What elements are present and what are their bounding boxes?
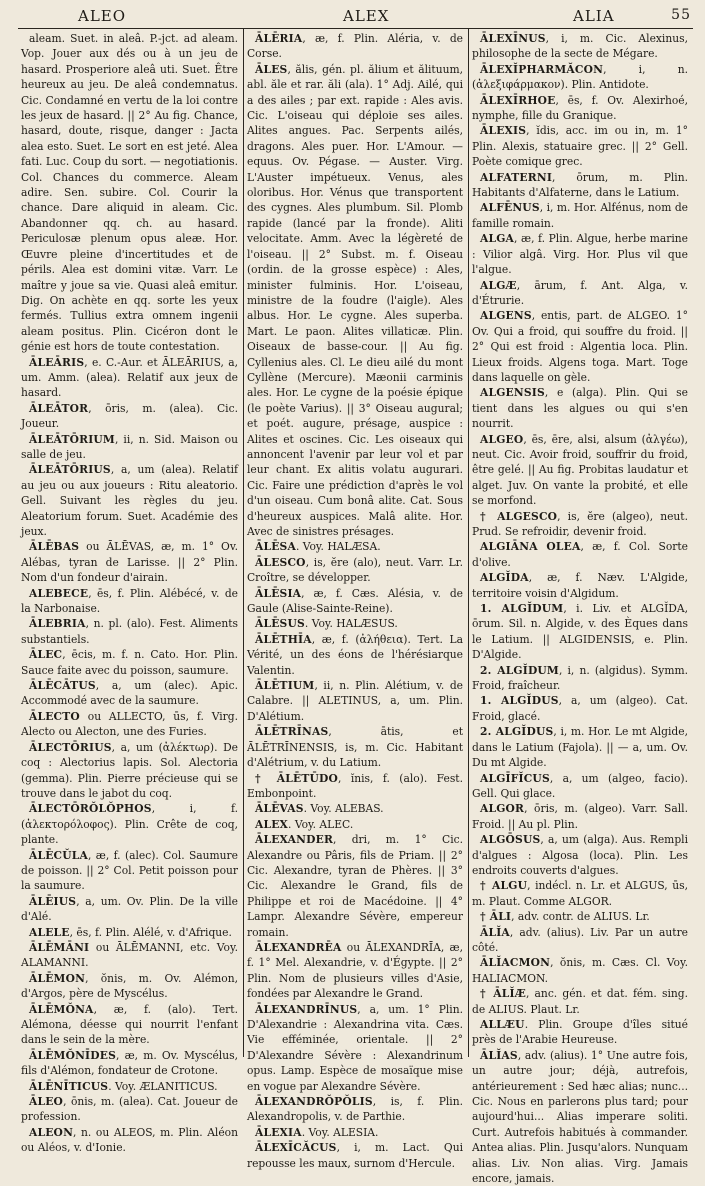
- dictionary-entry: [21, 616, 238, 647]
- entry-definition: , ĭnis, f. (alo). Fest. Embonpoint.: [247, 771, 463, 800]
- entry-definition: , æ, f. Plin. Algue, herbe marine : Vilior algâ. Virg. Hor. Plus vil que l'algue.: [472, 232, 688, 277]
- entry-definition: , a, um. 1° Plin. D'Alexandrie : Alexandrina vita. Cæs. Vie efféminée, orientale. || 2° D'Alexandre Sévère : Alexandrinum opus. Lamp. Espèce de mosaïque mise en vogue par Alexandre Sévère.: [247, 1002, 463, 1093]
- entry-definition: . Voy. HALÆSUS.: [304, 617, 398, 631]
- entry-definition: . Voy. ALEBAS.: [303, 802, 384, 816]
- entry-definition: , æ, f. (alo). Tert. Alémona, déesse qui nourrit l'enfant dans le sein de la mère.: [21, 1002, 238, 1047]
- entry-headword: ĀLĒSIA: [255, 586, 302, 600]
- entry-definition: , i. Liv. et ALGĬDA, ōrum. Sil. n. Algide, v. des Èques dans le Latium. || ALGIDENSIS, e. Plin. D'Algide.: [472, 602, 688, 662]
- dictionary-entry: [21, 31, 238, 355]
- entry-headword: ĀLĒSUS: [255, 617, 305, 631]
- entry-headword: ĀLĒRIA: [255, 32, 303, 45]
- entry-headword: ĀLĒSA: [255, 540, 296, 554]
- entry-definition: , i, n. (algidus). Symm. Froid, fraîcheur.: [472, 663, 688, 693]
- entry-headword: ĀLĬA: [480, 925, 510, 939]
- entry-definition: ou ĀLĒMANNI, etc. Voy. ALAMANNI.: [21, 940, 238, 970]
- page-number: 55: [671, 7, 691, 23]
- dictionary-entry: [21, 401, 238, 432]
- entry-headword: ĀLĒTHĪA: [255, 632, 312, 646]
- entry-definition: , ārum, f. Ant. Alga, v. d'Étrurie.: [472, 278, 688, 307]
- entry-headword: ĀLĒCĀTUS: [29, 679, 96, 693]
- dictionary-entry: [472, 663, 688, 694]
- entry-definition: , ii, n. Plin. Alétium, v. de Calabre. || ALETINUS, a, um. Plin. D'Alétium.: [247, 679, 463, 723]
- entry-definition: , ēs, f. Plin. Alébécé, v. de la Narbonaise.: [21, 586, 238, 616]
- entry-headword: ĀLEĀRIS: [29, 355, 85, 369]
- entry-headword: ĀLEĀTŌRIUM: [29, 432, 115, 446]
- entry-headword: ĀLEXANDRĒA: [255, 940, 342, 954]
- dictionary-entry: [247, 555, 463, 586]
- entry-definition: , ōris, m. (algeo). Varr. Sall. Froid. || Au pl. Plin.: [472, 802, 688, 831]
- entry-definition: , ātis, et ĀLĒTRĪNENSIS, is, m. Cic. Habitant d'Alétrium, v. du Latium.: [247, 725, 463, 770]
- dictionary-entry: [472, 93, 688, 124]
- entry-definition: , ŏnis, m. Ov. Alémon, d'Argos, père de Myscélus.: [21, 971, 238, 1001]
- entry-headword: ALGŌSUS: [480, 833, 541, 847]
- dictionary-entry: [21, 1094, 238, 1125]
- dictionary-entry: [247, 539, 463, 554]
- dictionary-entry: [21, 894, 238, 925]
- entry-definition: , æ, m. Ov. Myscélus, fils d'Alémon, fondateur de Crotone.: [21, 1048, 238, 1078]
- dictionary-entry: [472, 724, 688, 770]
- entry-definition: , ōris, m. (alea). Cic. Joueur.: [21, 401, 238, 431]
- dictionary-entry: [472, 801, 688, 832]
- entry-headword: ĀLEC: [29, 648, 63, 662]
- dictionary-entry: [21, 539, 238, 585]
- entry-definition: , ĭdis, acc. im ou in, m. 1° Plin. Alexis, statuaire grec. || 2° Gell. Poète comique grec.: [472, 124, 688, 169]
- entry-definition: , ēs, f. Plin. Alélé, v. d'Afrique.: [69, 925, 232, 939]
- page-header: [18, 6, 693, 29]
- entry-headword: ĀLES: [255, 62, 288, 76]
- entry-headword: ĀLĒTIUM: [255, 679, 315, 693]
- entry-headword: ĀLEĀTOR: [29, 401, 89, 415]
- entry-headword: ALFĒNUS: [480, 201, 540, 215]
- entry-definition: , ēs, ēre, alsi, alsum (ἀλγέω), neut. Cic. Avoir froid, souffrir du froid, être gelé. || Au fig. Probitas laudatur et alget. Juv. On vante la probité, et elle se morfond.: [472, 432, 688, 508]
- entry-definition: , a, um (alec). Apic. Accommodé avec de la saumure.: [21, 679, 238, 708]
- entry-definition: , i, n. (ἀλεξιφάρμακον). Plin. Antidote.: [472, 62, 688, 92]
- entry-definition: , æ, f. Næv. L'Algide, territoire voisin d'Algidum.: [472, 571, 688, 600]
- entry-definition: , is, ĕre (alo), neut. Varr. Lr. Croître, se développer.: [247, 555, 463, 585]
- entry-definition: ou ĀLĒVAS, æ, m. 1° Ov. Alébas, tyran de Larisse. || 2° Plin. Nom d'un fondeur d'airain.: [21, 540, 238, 585]
- entry-headword: ĀLEXĪNUS: [480, 32, 546, 45]
- entry-definition: , ēs, f. Ov. Alexirhoé, nymphe, fille du Granique.: [472, 93, 688, 123]
- running-head-center: ALEX: [343, 7, 390, 25]
- dictionary-entry: [472, 909, 688, 924]
- dictionary-entry: [21, 678, 238, 709]
- entry-headword: 1. ALGĬDUM: [480, 602, 564, 616]
- entry-definition: aleam. Suet. in aleâ. P.-jct. ad aleam. Vop. Jouer aux dés ou à un jeu de hasard. Prosperiore aleâ uti. Suet. Être heureux au jeu. De aleâ condemnatus. Cic. Condamné en vertu de la loi contre les jeux de hasard. || 2° Au fig. Chance, hasard, doute, risque, danger : Jacta alea esto. Suet. Le sort en est jeté. Alea fati. Luc. Coup du sort. — negotiationis. Col. Chances du commerce. Aleam adire. Sen. subire. Col. Courir la chance. Dare aliquid in aleam. Cic. Abandonner qq. ch. au hasard. Periculosæ plenum opus aleæ. Hor. Œuvre pleine d'incertitudes et de périls. Alea est domini vitæ. Varr. Le maître y joue sa vie. Quasi aleâ emitur. Dig. On achète en qq. sorte les yeux fermés. Tullius extra omnem ingenii aleam positus. Plin. Cicéron dont le génie est hors de toute contestation.: [21, 32, 238, 354]
- entry-definition: , a, um (algeo). Cat. Froid, glacé.: [472, 694, 688, 723]
- entry-headword: ALELE: [29, 925, 70, 939]
- dictionary-entry: [21, 647, 238, 678]
- dictionary-entry: [472, 1017, 688, 1048]
- entry-headword: ĀLESCO: [255, 555, 306, 569]
- entry-headword: ĀLĒBAS: [29, 540, 80, 554]
- dictionary-entry: [247, 586, 463, 617]
- entry-headword: † ALGU: [480, 879, 528, 893]
- entry-definition: . Voy. ÆLANITICUS.: [108, 1079, 218, 1093]
- entry-headword: ĀLECTŌRIUS: [29, 740, 112, 754]
- entry-definition: , i, f. (ἀλεκτορόλοφος). Plin. Crête de coq, plante.: [21, 802, 238, 847]
- dictionary-entry: [21, 848, 238, 894]
- dictionary-entry: [472, 278, 688, 309]
- entry-definition: , ŏnis, m. Cæs. Cl. Voy. HALIACMON.: [472, 956, 688, 985]
- entry-definition: , dri, m. 1° Cic. Alexandre ou Pâris, fils de Priam. || 2° Cic. Alexandre, tyran de Phères. || 3° Cic. Alexandre le Grand, fils de Philippe et roi de Macédoine. || 4° Lampr. Alexandre Sévère, empereur romain.: [247, 833, 463, 939]
- columns: [18, 29, 693, 1186]
- entry-headword: ĀLEXANDRĪNUS: [255, 1002, 358, 1016]
- entry-headword: ĀLĒNĪTICUS: [29, 1079, 109, 1093]
- running-head-right: ALIA: [573, 7, 615, 25]
- entry-definition: ou ĀLEXANDRĪA, æ, f. 1° Mel. Alexandrie, v. d'Égypte. || 2° Plin. Nom de plusieurs villes d'Asie, fondées par Alexandre le Grand.: [247, 940, 463, 1001]
- entry-headword: ALEBECE: [29, 586, 89, 600]
- entry-headword: ĀLEBRIA: [29, 617, 86, 631]
- entry-headword: ALGĬDA: [480, 571, 529, 585]
- entry-headword: ALEX: [255, 817, 289, 831]
- dictionary-entry: [472, 925, 688, 956]
- dictionary-entry: [21, 971, 238, 1002]
- dictionary-entry: [247, 817, 463, 832]
- entry-headword: ĀLĬACMON: [480, 956, 551, 970]
- dictionary-entry: [247, 1140, 463, 1171]
- entry-headword: ĀLĒTRĪNAS: [255, 725, 329, 739]
- entry-definition: , n. pl. (alo). Fest. Aliments substantiels.: [21, 617, 238, 646]
- dictionary-entry: [472, 539, 688, 570]
- dictionary-entry: [472, 231, 688, 277]
- entry-definition: . Voy. ALESIA.: [301, 1125, 379, 1139]
- entry-definition: . Voy. ALEC.: [288, 817, 354, 831]
- dictionary-entry: [247, 724, 463, 770]
- dictionary-entry: [247, 1094, 463, 1125]
- dictionary-entry: [21, 1002, 238, 1048]
- entry-definition: , adv. contr. de ALIUS. Lr.: [511, 910, 650, 924]
- column-2: [243, 29, 468, 1170]
- entry-definition: , a, um (ἀλέκτωρ). De coq : Alectorius lapis. Sol. Alectoria (gemma). Plin. Pierre précieuse qui se trouve dans le jabot du coq.: [21, 740, 238, 800]
- entry-headword: † ĀLĬÆ: [480, 987, 526, 1001]
- dictionary-entry: [21, 355, 238, 401]
- entry-definition: , ēcis, m. f. n. Cato. Hor. Plin. Sauce faite avec du poisson, saumure.: [21, 648, 238, 677]
- entry-headword: ĀLEXIA: [255, 1125, 302, 1139]
- dictionary-entry: [472, 832, 688, 878]
- dictionary-entry: [472, 432, 688, 509]
- entry-headword: ALGA: [480, 232, 515, 246]
- entry-definition: , i, m. Cic. Alexinus, philosophe de la secte de Mégare.: [472, 32, 688, 61]
- entry-headword: ĀLĒMON: [29, 971, 86, 985]
- dictionary-entry: [472, 509, 688, 540]
- entry-headword: † ĀLI: [480, 910, 512, 924]
- dictionary-entry: [472, 123, 688, 169]
- entry-headword: ALGEO: [480, 432, 524, 446]
- entry-headword: ĀLEXANDER: [255, 833, 334, 847]
- entry-headword: ĀLEXĪRHOE: [480, 93, 556, 107]
- entry-headword: ALGOR: [480, 802, 525, 816]
- entry-headword: ALFATERNI: [480, 170, 553, 184]
- dictionary-entry: [472, 693, 688, 724]
- dictionary-entry: [472, 570, 688, 601]
- dictionary-entry: [472, 62, 688, 93]
- dictionary-entry: [247, 801, 463, 816]
- dictionary-entry: [21, 1125, 238, 1156]
- dictionary-entry: [247, 31, 463, 62]
- entry-definition: , is, ĕre (algeo), neut. Prud. Se refroidir, devenir froid.: [472, 509, 688, 538]
- dictionary-entry: [21, 740, 238, 802]
- entry-headword: 1. ALGĬDUS: [480, 694, 559, 708]
- entry-definition: , a, um (algeo, facio). Gell. Qui glace.: [472, 771, 688, 800]
- entry-definition: , æ, f. (ἀλήθεια). Tert. La Vérité, un des éons de l'hérésiarque Valentin.: [247, 632, 463, 677]
- dictionary-entry: [21, 432, 238, 463]
- entry-headword: ALEON: [29, 1125, 74, 1139]
- entry-definition: , e (alga). Plin. Qui se tient dans les algues ou qui s'en nourrit.: [472, 386, 688, 431]
- dictionary-entry: [472, 170, 688, 201]
- entry-headword: ĀLĬAS: [480, 1048, 518, 1062]
- entry-definition: , i, m. Hor. Le mt Algide, dans le Latium (Fajola). || — a, um. Ov. Du mt Algide.: [472, 725, 688, 770]
- dictionary-entry: [247, 678, 463, 724]
- entry-headword: ALGIĀNA OLEA: [480, 540, 581, 554]
- entry-headword: ĀLEXIS: [480, 124, 527, 138]
- entry-definition: , i, m. Lact. Qui repousse les maux, surnom d'Hercule.: [247, 1141, 463, 1170]
- entry-definition: . Voy. HALÆSA.: [295, 540, 381, 554]
- dictionary-entry: [472, 308, 688, 385]
- dictionary-entry: [472, 601, 688, 663]
- entry-definition: , is, f. Plin. Alexandropolis, v. de Parthie.: [247, 1095, 463, 1124]
- dictionary-entry: [21, 462, 238, 539]
- entry-headword: ALLÆU: [480, 1018, 525, 1031]
- dictionary-entry: [472, 200, 688, 231]
- dictionary-entry: [472, 31, 688, 62]
- entry-headword: ĀLECTO: [29, 709, 80, 723]
- entry-headword: ĀLECTŌRŎLŎPHOS: [29, 802, 152, 816]
- dictionary-entry: [247, 632, 463, 678]
- dictionary-entry: [247, 1125, 463, 1140]
- entry-definition: , ōrum, m. Plin. Habitants d'Alfaterne, dans le Latium.: [472, 170, 688, 200]
- entry-headword: ALGENSIS: [480, 386, 545, 400]
- dictionary-entry: [247, 62, 463, 540]
- entry-definition: , indécl. n. Lr. et ALGUS, ūs, m. Plaut. Comme ALGOR.: [472, 879, 689, 908]
- entry-headword: ALGENS: [480, 309, 532, 323]
- entry-definition: , æ, f. Cæs. Alésia, v. de Gaule (Alise-Sainte-Reine).: [247, 586, 463, 616]
- dictionary-entry: [247, 832, 463, 940]
- entry-definition: , æ, f. Col. Sorte d'olive.: [472, 540, 689, 569]
- dictionary-entry: [21, 1048, 238, 1079]
- entry-headword: ĀLĒMŎNĪDES: [29, 1048, 116, 1062]
- entry-headword: † ALGESCO: [480, 509, 558, 523]
- entry-headword: 2. ALGĬDUS: [480, 725, 554, 739]
- dictionary-entry: [247, 771, 463, 802]
- entry-definition: , ălis, gén. pl. ălium et ălituum, abl. ăle et rar. ăli (ala). 1° Adj. Ailé, qui a des ailes ; par ext. rapide : Ales avis. Cic. L'oiseau qui déploie ses ailes. Alites angues. Pac. Serpents ailés, dragons. Ales puer. Hor. L'Amour. — equus. Ov. Pégase. — Auster. Virg. L'Auster impétueux. Venus, ales oloribus. Hor. Vénus que transportent des cygnes. Ales plumbum. Sil. Plomb rapide (lancé par la fronde). Aliti velocitate. Amm. Avec la légèreté de l'oiseau. || 2° Subst. m. f. Oiseau (ordin. de la grosse espèce) : Ales, minister fulminis. Hor. L'oiseau, ministre de la foudre (l'aigle). Ales albus. Hor. Le cygne. Ales superba. Mart. Le paon. Alites villaticæ. Plin. Oiseaux de basse-cour. || Au fig. Cyllenius ales. Cl. Le dieu ailé du mont Cyllène (Mercure). Mæonii carminis ales. Hor. Le cygne de la poésie épique (le poète Varius). || 3° Oiseau augural; et poét. augure, présage, auspice : Alites et oscines. Cic. Les oiseaux qui annoncent l'avenir par leur vol et par leur chant. Ex alitis volatu augurari. Cic. Faire une prédiction d'après le vol d'un oiseau. Cum bonâ alite. Cat. Sous d'heureux auspices. Malâ alite. Hor. Avec de sinistres présages.: [247, 62, 463, 538]
- dictionary-entry: [472, 955, 688, 986]
- entry-definition: , ōnis, m. (alea). Cat. Joueur de profession.: [21, 1095, 238, 1124]
- entry-definition: , a, um (alea). Relatif au jeu ou aux joueurs : Ritu aleatorio. Gell. Suivant les règles du jeu. Aleatorium forum. Suet. Académie des jeux.: [21, 463, 238, 538]
- entry-headword: ĀLĒMĀNI: [29, 940, 90, 954]
- dictionary-entry: [472, 878, 688, 909]
- entry-definition: , i, m. Hor. Alfénus, nom de famille romain.: [472, 201, 688, 230]
- dictionary-entry: [21, 940, 238, 971]
- entry-definition: , e. C.-Aur. et ĀLEĀRIUS, a, um. Amm. (alea). Relatif aux jeux de hasard.: [21, 355, 238, 400]
- entry-headword: 2. ALGĬDUM: [480, 663, 559, 677]
- entry-definition: , n. ou ALEOS, m. Plin. Aléon ou Aléos, v. d'Ionie.: [21, 1125, 238, 1155]
- entry-headword: ĀLĒVAS: [255, 802, 304, 816]
- dictionary-entry: [247, 940, 463, 1002]
- dictionary-entry: [472, 986, 688, 1017]
- entry-headword: ĀLĒIUS: [29, 894, 77, 908]
- column-1: [18, 29, 243, 1155]
- dictionary-entry: [472, 1048, 688, 1186]
- dictionary-entry: [21, 925, 238, 940]
- dictionary-entry: [247, 616, 463, 631]
- entry-headword: ĀLEĀTŌRIUS: [29, 463, 111, 477]
- entry-definition: , adv. (alius). 1° Une autre fois, un autre jour; déjà, autrefois, antérieurement : Sed hæc alias; nunc... Cic. Nous en parlerons plus tard; pour aujourd'hui... Alias imperare soliti. Curt. Autrefois habitués à commander. Antea alias. Plin. Jusqu'alors. Nunquam alias. Liv. Non alias. Virg. Jamais encore, jamais.: [472, 1048, 688, 1186]
- dictionary-entry: [21, 1079, 238, 1094]
- entry-definition: ou ALLECTO, ūs, f. Virg. Alecto ou Alecton, une des Furies.: [21, 709, 238, 739]
- entry-definition: , adv. (alius). Liv. Par un autre côté.: [472, 925, 688, 954]
- column-3: [468, 29, 693, 1186]
- dictionary-entry: [21, 709, 238, 740]
- entry-definition: , entis, part. de ALGEO. 1° Ov. Qui a froid, qui souffre du froid. || 2° Qui est froid : Algentia loca. Plin. Lieux froids. Algens toga. Mart. Toge dans laquelle on gèle.: [472, 309, 688, 384]
- entry-headword: ĀLEO: [29, 1095, 64, 1109]
- entry-definition: , æ, f. Plin. Aléria, v. de Corse.: [247, 32, 463, 61]
- entry-headword: † ĀLĒTŪDO: [255, 771, 338, 785]
- entry-headword: ĀLĒMŎNA: [29, 1002, 94, 1016]
- entry-headword: ĀLEXANDRŎPŎLIS: [255, 1095, 373, 1109]
- dictionary-entry: [472, 771, 688, 802]
- entry-definition: , a, um (alga). Aus. Rempli d'algues : Algosa (loca). Plin. Les endroits couverts d'algues.: [472, 833, 688, 877]
- entry-definition: , anc. gén. et dat. fém. sing. de ALIUS. Plaut. Lr.: [472, 987, 688, 1016]
- entry-headword: ĀLEXĪCĂCUS: [255, 1141, 337, 1155]
- entry-headword: ĀLĒCŬLA: [29, 848, 88, 862]
- entry-headword: ALGÆ: [480, 278, 517, 292]
- entry-definition: . Plin. Groupe d'îles situé près de l'Arabie Heureuse.: [472, 1018, 688, 1047]
- entry-definition: , æ, f. (alec). Col. Saumure de poisson. || 2° Col. Petit poisson pour la saumure.: [21, 848, 238, 893]
- entry-headword: ALGĪFĬCUS: [480, 771, 550, 785]
- dictionary-entry: [21, 586, 238, 617]
- dictionary-entry: [247, 1002, 463, 1094]
- dictionary-entry: [21, 801, 238, 847]
- entry-definition: , a, um. Ov. Plin. De la ville d'Alé.: [21, 894, 238, 924]
- dictionary-entry: [472, 385, 688, 431]
- entry-headword: ĀLEXĬPHARMĂCON: [480, 62, 604, 76]
- running-head-left: ALEO: [78, 7, 127, 25]
- entry-definition: , ii, n. Sid. Maison ou salle de jeu.: [21, 432, 238, 461]
